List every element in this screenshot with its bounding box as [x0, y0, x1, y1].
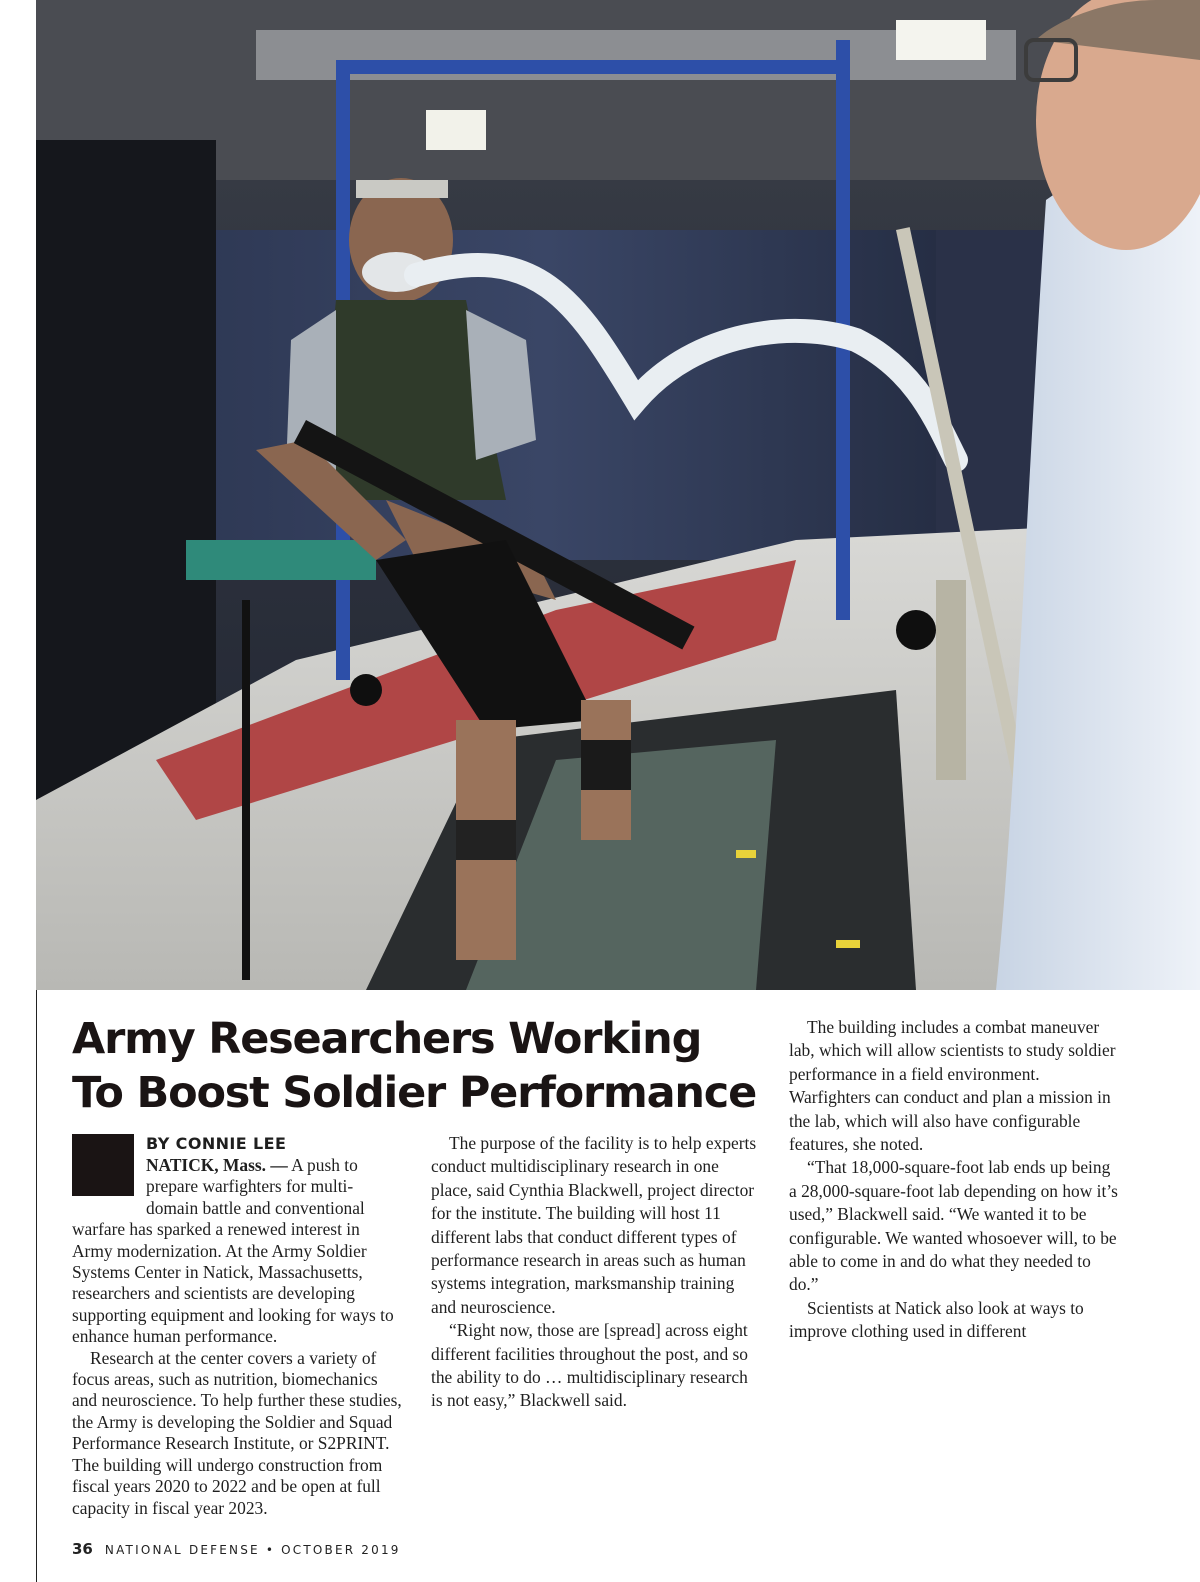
publication-folio: NATIONAL DEFENSE • OCTOBER 2019 — [104, 1543, 401, 1557]
headline-line-2: To Boost Soldier Performance — [72, 1068, 757, 1118]
article-column-1 — [72, 1132, 402, 1519]
paragraph-4: “Right now, those are [spread] across eight different facilities throughout the post, and so the ability to do … multidisciplinary research is not easy,” Blackwell said. — [431, 1320, 748, 1411]
paragraph-6: “That 18,000-square-foot lab ends up being a 28,000-square-foot lab depending on how it’s used,” Blackwell said. “We wanted it to be configurable. We wanted whosoever will, to be able to come in and do what they needed to do.” — [789, 1157, 1118, 1295]
paragraph-3: The purpose of the facility is to help experts conduct multidisciplinary research in one place, said Cynthia Blackwell, project director for the institute. The building will host 11 different labs that conduct different types of performance research in areas such as human systems integration, marksmanship training and neuroscience. — [431, 1133, 757, 1317]
photo-soldier-treadmill-lab — [36, 0, 1200, 990]
page-number: 36 — [72, 1540, 93, 1558]
article-column-2 — [431, 1132, 761, 1413]
paragraph-7: Scientists at Natick also look at ways to improve clothing used in different — [789, 1297, 1084, 1342]
article-headline — [72, 1012, 772, 1120]
drop-cap-block — [72, 1134, 134, 1196]
headline-line-1: Army Researchers Working — [72, 1014, 702, 1064]
paragraph-5: The building includes a combat maneuver lab, which will allow scientists to study soldier performance in a field environment. Warfighters can conduct and plan a mission in the lab, which will also have configurable features, she noted. — [789, 1017, 1116, 1155]
byline: BY CONNIE LEE — [146, 1134, 287, 1153]
article-column-3 — [789, 1016, 1119, 1344]
page-footer — [72, 1540, 401, 1558]
page-left-rule — [36, 990, 37, 1582]
paragraph-1-text: A push to prepare warfighters for multi-domain battle and conventional warfare has sparked a renewed interest in Army modernization. At the Army Soldier Systems Center in Natick, Massachusetts, researchers and scientists are developing supporting equipment and looking for ways to enhance human performance. — [72, 1155, 394, 1347]
article-photo — [36, 0, 1200, 990]
dateline: NATICK, Mass. — — [146, 1155, 288, 1175]
paragraph-2: Research at the center covers a variety of focus areas, such as nutrition, biomechanics and neuroscience. To help further these studies, the Army is developing the Soldier and Squad Performance Research Institute, or S2PRINT. The building will undergo construction from fiscal years 2020 to 2022 and be open at full capacity in fiscal year 2023. — [72, 1347, 402, 1518]
